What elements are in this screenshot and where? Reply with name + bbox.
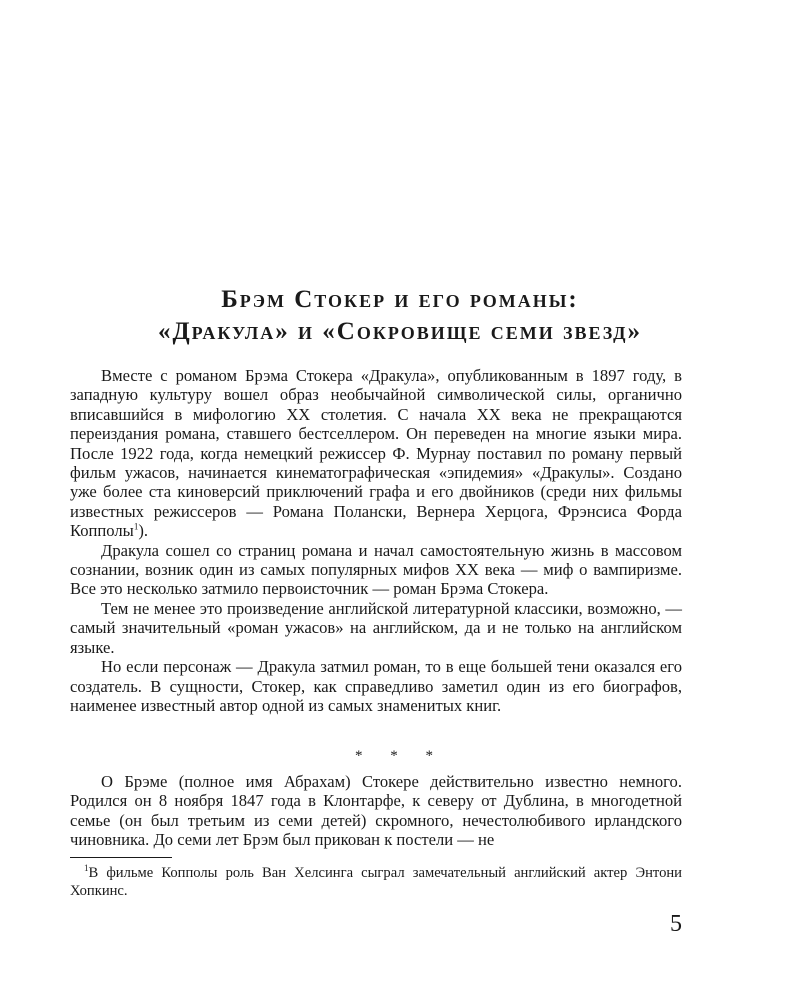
main-text-continued [70,772,682,850]
paragraph: Дракула сошел со страниц романа и начал самостоятельную жизнь в массовом сознании, возник один из самых популярных мифов XX века — миф о вампиризме. Все это несколько затмило первоисточник — роман Брэма Стокера. [70,540,682,599]
paragraph-text: Вместе с романом Брэма Стокера «Дракула», опубликованным в 1897 году, в западную культуру вошел образ необычайной символической силы, органично вписавшийся в мифологию XX столетия. С начала XX века не прекращаются переиздания романа, ставшего бестселлером. Он переведен на многие языки мира. После 1922 года, когда немецкий режиссер Ф. Мурнау поставил по роману первый фильм ужасов, начинается кинематографическая «эпидемия» «Дракулы». Создано уже более ста киноверсий приключений графа и его двойников (среди них фильмы известных режиссеров — Романа Полански, Вернера Херцога, Фрэнсиса Форда Копполы [70,366,682,541]
chapter-title-line-1: Брэм Стокер и его романы: [221,286,579,313]
paragraph: Тем не менее это произведение английской литературной классики, возможно, — самый значительный «роман ужасов» на английском, да и не только на английском языке. [70,598,682,657]
footnote-mark: 1 [84,863,89,874]
paragraph-tail: ). [138,521,148,541]
main-text [70,366,682,715]
paragraph: О Брэме (полное имя Абрахам) Стокере действительно известно немного. Родился он 8 ноября 1847 года в Клонтарфе, к северу от Дублина, в многодетной семье (он был третьим из семи детей) скромного, нечестолюбивого ирландского чиновника. До семи лет Брэм был прикован к постели — не [70,772,682,850]
section-separator: * * * [355,748,445,764]
page-number: 5 [670,911,682,937]
chapter-title [70,284,730,348]
footnote [70,864,682,900]
footnote-text: В фильме Копполы роль Ван Хелсинга сыграл замечательный английский актер Энтони Хопкинс. [70,865,682,899]
footnote-divider [70,857,172,858]
footnote-reference: 1 [133,521,139,532]
chapter-title-line-2: «Дракула» и «Сокровище семи звезд» [157,318,643,345]
paragraph [70,366,682,541]
paragraph: Но если персонаж — Дракула затмил роман, то в еще большей тени оказался его создатель. В сущности, Стокер, как справедливо заметил один из его биографов, наименее известный автор одной из самых знаменитых книг. [70,657,682,715]
